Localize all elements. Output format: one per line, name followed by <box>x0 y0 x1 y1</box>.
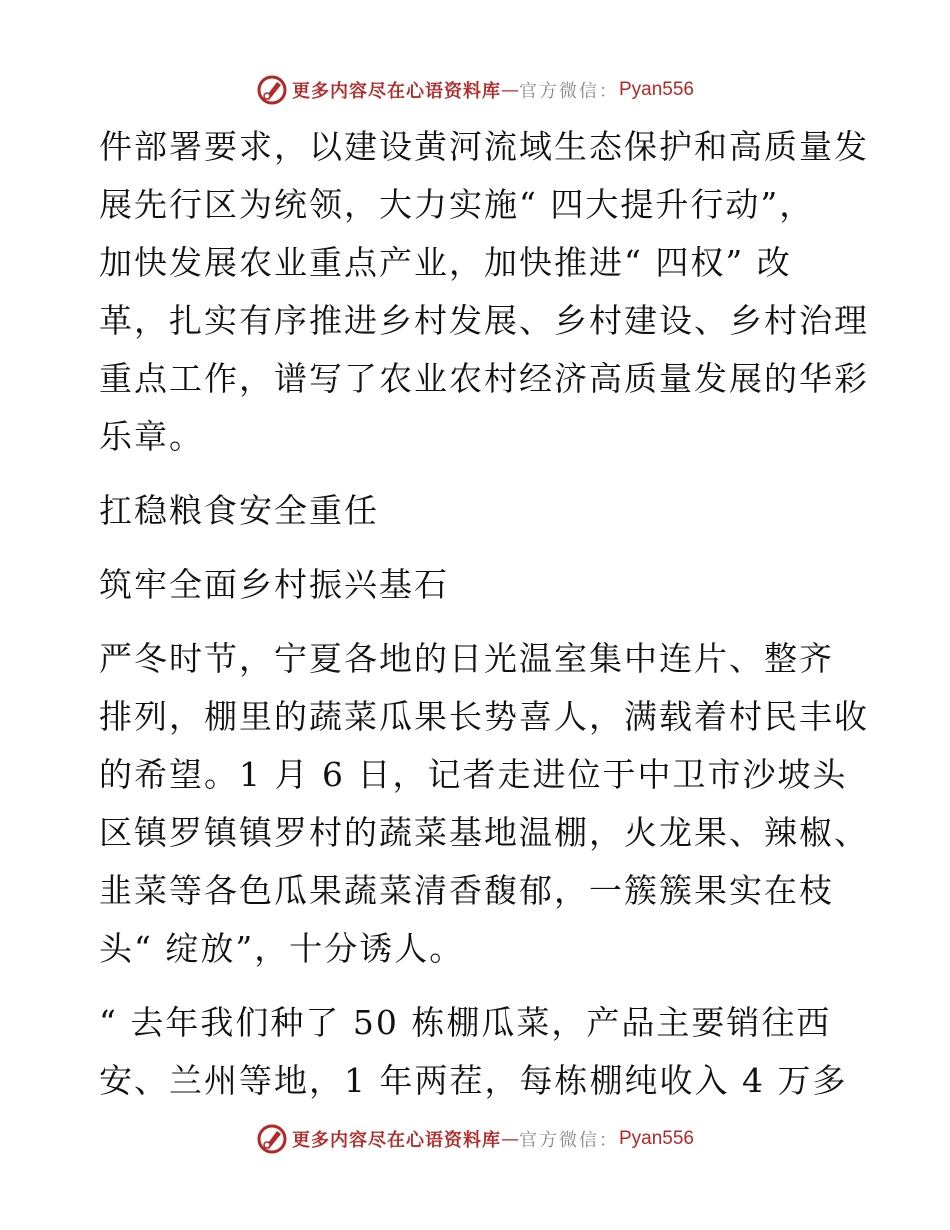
section-subheading <box>99 556 859 614</box>
text-line: 加快发展农业重点产业，加快推进“ 四权” 改 <box>99 243 792 282</box>
header-watermark-banner <box>0 70 950 110</box>
banner-site-text: 更多内容尽在心语资料库 <box>291 81 501 102</box>
text-line: 韭菜等各色瓜果蔬菜清香馥郁，一簇簇果实在枝 <box>99 871 834 910</box>
text-line: 乐章。 <box>99 417 204 456</box>
paragraph-intro <box>99 118 869 466</box>
paragraph-quote <box>99 994 859 1110</box>
banner-wechat-label: 官方微信： <box>518 81 619 102</box>
heading-line: 筑牢全面乡村振兴基石 <box>99 565 449 604</box>
text-line: 安、兰州等地，1 年两茬，每栋棚纯收入 4 万多 <box>99 1061 848 1100</box>
text-line: 区镇罗镇镇罗村的蔬菜基地温棚，火龙果、辣椒、 <box>99 813 869 852</box>
text-line: 严冬时节，宁夏各地的日光温室集中连片、整齐 <box>99 639 834 678</box>
text-line: 重点工作，谱写了农业农村经济高质量发展的华彩 <box>99 359 869 398</box>
banner-dash: — <box>500 1128 519 1150</box>
text-line: 革，扎实有序推进乡村发展、乡村建设、乡村治理 <box>99 301 869 340</box>
text-line: 件部署要求，以建设黄河流域生态保护和高质量发 <box>99 127 869 166</box>
article-body <box>99 118 869 1110</box>
red-brush-logo-icon <box>256 74 288 106</box>
banner-wechat-label: 官方微信： <box>518 1130 619 1151</box>
paragraph-greenhouse <box>99 630 869 978</box>
text-line: 头“ 绽放”，十分诱人。 <box>99 929 465 968</box>
text-line: 排列，棚里的蔬菜瓜果长势喜人，满载着村民丰收 <box>99 697 869 736</box>
banner-wechat-id: Pyan556 <box>618 1128 694 1149</box>
banner-dash: — <box>500 79 519 101</box>
text-line: 的希望。1 月 6 日，记者走进位于中卫市沙坡头 <box>99 755 848 794</box>
text-line: “ 去年我们种了 50 栋棚瓜菜，产品主要销往西 <box>99 1003 832 1042</box>
banner-wechat-id: Pyan556 <box>618 79 694 100</box>
text-line: 展先行区为统领，大力实施“ 四大提升行动”， <box>99 185 815 224</box>
heading-line: 扛稳粮食安全重任 <box>99 491 379 530</box>
red-brush-logo-icon <box>256 1123 288 1155</box>
section-heading <box>99 482 859 540</box>
footer-watermark-banner <box>0 1119 950 1159</box>
banner-site-text: 更多内容尽在心语资料库 <box>291 1130 501 1151</box>
